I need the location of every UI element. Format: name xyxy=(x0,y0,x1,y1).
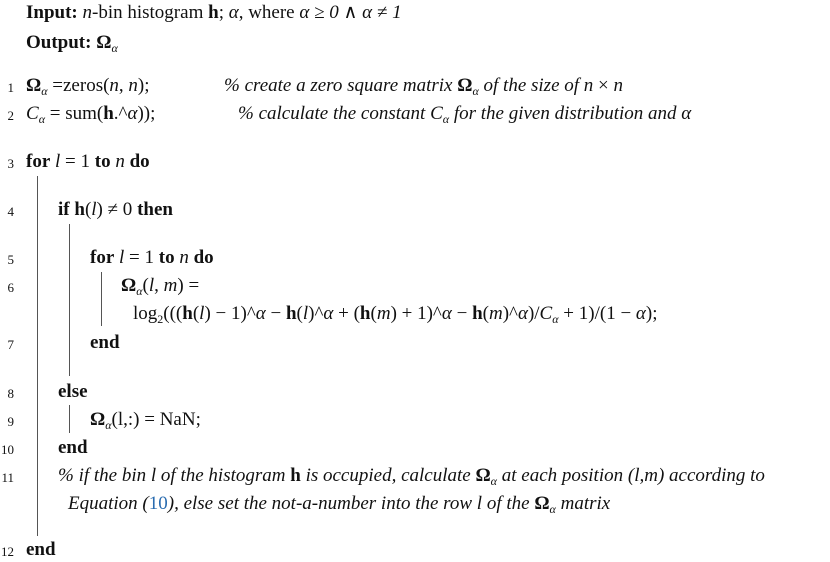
line-number: 9 xyxy=(7,414,14,429)
equation-ref-link[interactable]: 10 xyxy=(148,493,168,514)
input-text-c: ; xyxy=(218,2,229,23)
line-7-code: end xyxy=(90,332,120,353)
output-line xyxy=(26,31,118,55)
input-condition: α ≥ 0 ∧ α ≠ 1 xyxy=(299,2,402,23)
inner-for-block-bar xyxy=(101,272,102,326)
line-number: 3 xyxy=(7,156,14,171)
line-8-code: else xyxy=(58,381,88,402)
line-number: 7 xyxy=(7,337,14,352)
output-omega: $\Omega_\alpha$ xyxy=(96,32,118,55)
line-6-code-a: $\Omega_\alpha(l$, m) = xyxy=(121,275,200,298)
line-number: 6 xyxy=(7,280,14,295)
input-text-b: -bin histogram xyxy=(92,2,209,23)
input-label: Input: xyxy=(26,2,78,23)
line-2-comment: % calculate the constant $C_\alpha$ for the given distribution and α xyxy=(238,103,692,126)
line-6-code-b: $\log_2(((h(l)$ − 1)^α − h(l)^α + (h(m) + 1)^α − $h(m)\^{}\alpha)/C_\alpha + 1)/(1 - \alpha)$; xyxy=(133,303,658,326)
line-number: 5 xyxy=(7,252,14,267)
line-12-code: end xyxy=(26,539,56,560)
line-5-code: for l = 1 to n do xyxy=(90,247,214,268)
line-4-code: if h(l) ≠ 0 then xyxy=(58,199,173,220)
line-11-comment-a: % if the bin l of the histogram h is occupied, calculate $\Omega_\alpha$ at each position (l,m) according to xyxy=(58,465,765,488)
line-10-code: end xyxy=(58,437,88,458)
if-block-bar xyxy=(69,224,70,376)
input-alpha: α xyxy=(228,2,239,23)
line-1-comment: % create a zero square matrix $\Omega_\alpha$ of the size of n × n xyxy=(224,75,624,98)
line-2-code: $C_\alpha$ = sum(h.^α)); xyxy=(26,103,156,126)
input-text-d: , where xyxy=(238,2,300,23)
line-number: 1 xyxy=(7,80,14,95)
output-label: Output: xyxy=(26,32,92,53)
line-number: 4 xyxy=(7,204,14,219)
input-n: n xyxy=(82,2,92,23)
line-1-code: $\Omega_\alpha$ =zeros(n, n); xyxy=(26,75,150,98)
input-line xyxy=(26,1,402,25)
line-11-comment-b: Equation (10), else set the not-a-number into the row l of the $\Omega_\alpha$ matrix xyxy=(68,493,611,516)
line-number: 11 xyxy=(1,470,14,485)
line-number: 2 xyxy=(7,108,14,123)
else-block-bar xyxy=(69,405,70,433)
line-9-code: $\Omega_\alpha(l,:)$ = NaN; xyxy=(90,409,201,432)
line-number: 8 xyxy=(7,386,14,401)
line-3-code: for l = 1 to n do xyxy=(26,151,150,172)
input-h: h xyxy=(208,2,219,23)
line-number: 12 xyxy=(1,544,14,559)
line-number: 10 xyxy=(1,442,14,457)
for-block-bar xyxy=(37,176,38,536)
